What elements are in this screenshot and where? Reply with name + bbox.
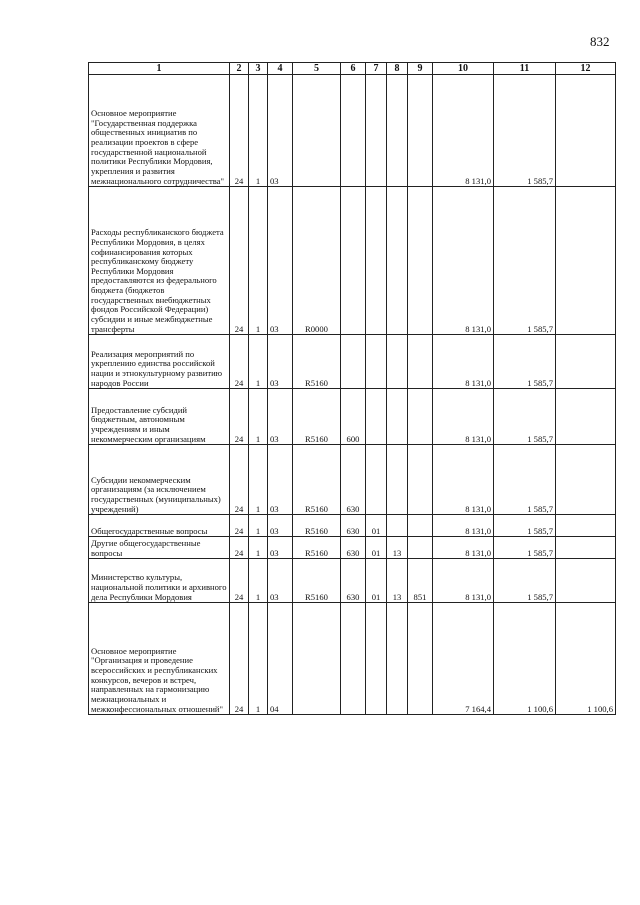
column-6-cell: 630 xyxy=(341,515,366,537)
column-11-cell: 1 585,7 xyxy=(494,559,556,603)
column-11-cell: 1 585,7 xyxy=(494,187,556,335)
column-7-cell xyxy=(366,603,387,715)
row-name-cell: Расходы республиканского бюджета Республики Мордовия, в целях софинансирования которых республиканскому бюджету Республики Мордовия предоставляются из федерального бюджета (бюджетов государственных внебюджетных фондов Российской Федерации) субсидии и иные межбюджетные трансферты xyxy=(89,187,230,335)
column-2-cell: 24 xyxy=(230,603,249,715)
column-header-10: 10 xyxy=(433,63,494,75)
column-6-cell: 630 xyxy=(341,537,366,559)
column-header-7: 7 xyxy=(366,63,387,75)
column-11-cell: 1 100,6 xyxy=(494,603,556,715)
column-11-cell: 1 585,7 xyxy=(494,515,556,537)
table-body xyxy=(89,75,616,715)
column-6-cell: 600 xyxy=(341,389,366,445)
column-8-cell xyxy=(387,603,408,715)
column-10-cell: 8 131,0 xyxy=(433,187,494,335)
column-4-cell: 03 xyxy=(268,537,293,559)
column-7-cell xyxy=(366,445,387,515)
column-2-cell: 24 xyxy=(230,445,249,515)
column-11-cell: 1 585,7 xyxy=(494,335,556,389)
header-row xyxy=(89,63,616,75)
column-4-cell: 03 xyxy=(268,335,293,389)
row-name-cell: Основное мероприятие "Государственная поддержка общественных инициатив по реализации проектов в сфере государственной национальной политики Республики Мордовия, укрепления и развития межнационального сотрудничества" xyxy=(89,75,230,187)
column-header-2: 2 xyxy=(230,63,249,75)
column-header-9: 9 xyxy=(408,63,433,75)
row-name-cell: Другие общегосударственные вопросы xyxy=(89,537,230,559)
column-3-cell: 1 xyxy=(249,445,268,515)
column-4-cell: 03 xyxy=(268,389,293,445)
column-2-cell: 24 xyxy=(230,187,249,335)
column-7-cell xyxy=(366,335,387,389)
row-name-cell: Министерство культуры, национальной политики и архивного дела Республики Мордовия xyxy=(89,559,230,603)
column-8-cell xyxy=(387,187,408,335)
column-3-cell: 1 xyxy=(249,187,268,335)
row-name-cell: Реализация мероприятий по укреплению единства российской нации и этнокультурному развитию народов России xyxy=(89,335,230,389)
column-5-cell: R5160 xyxy=(293,559,341,603)
column-5-cell: R5160 xyxy=(293,389,341,445)
table-row xyxy=(89,335,616,389)
column-2-cell: 24 xyxy=(230,537,249,559)
column-header-5: 5 xyxy=(293,63,341,75)
column-3-cell: 1 xyxy=(249,515,268,537)
column-10-cell: 8 131,0 xyxy=(433,559,494,603)
column-4-cell: 04 xyxy=(268,603,293,715)
table-row xyxy=(89,559,616,603)
column-8-cell xyxy=(387,389,408,445)
column-11-cell: 1 585,7 xyxy=(494,75,556,187)
column-11-cell: 1 585,7 xyxy=(494,537,556,559)
column-5-cell: R5160 xyxy=(293,537,341,559)
column-6-cell xyxy=(341,335,366,389)
column-12-cell xyxy=(556,389,616,445)
column-9-cell xyxy=(408,537,433,559)
column-5-cell: R5160 xyxy=(293,335,341,389)
column-2-cell: 24 xyxy=(230,559,249,603)
column-10-cell: 8 131,0 xyxy=(433,389,494,445)
column-5-cell: R0000 xyxy=(293,187,341,335)
column-12-cell xyxy=(556,515,616,537)
column-8-cell: 13 xyxy=(387,559,408,603)
column-2-cell: 24 xyxy=(230,75,249,187)
column-6-cell: 630 xyxy=(341,559,366,603)
column-3-cell: 1 xyxy=(249,537,268,559)
column-12-cell xyxy=(556,75,616,187)
column-4-cell: 03 xyxy=(268,187,293,335)
table-row xyxy=(89,537,616,559)
column-6-cell: 630 xyxy=(341,445,366,515)
table-row xyxy=(89,515,616,537)
column-header-3: 3 xyxy=(249,63,268,75)
column-header-1: 1 xyxy=(89,63,230,75)
column-5-cell xyxy=(293,603,341,715)
row-name-cell: Предоставление субсидий бюджетным, автономным учреждениям и иным некоммерческим организациям xyxy=(89,389,230,445)
column-header-11: 11 xyxy=(494,63,556,75)
column-10-cell: 8 131,0 xyxy=(433,335,494,389)
column-3-cell: 1 xyxy=(249,603,268,715)
column-8-cell xyxy=(387,75,408,187)
column-3-cell: 1 xyxy=(249,335,268,389)
column-10-cell: 7 164,4 xyxy=(433,603,494,715)
column-9-cell xyxy=(408,515,433,537)
column-12-cell xyxy=(556,559,616,603)
column-4-cell: 03 xyxy=(268,515,293,537)
column-7-cell: 01 xyxy=(366,537,387,559)
column-header-8: 8 xyxy=(387,63,408,75)
column-7-cell: 01 xyxy=(366,515,387,537)
column-2-cell: 24 xyxy=(230,335,249,389)
column-3-cell: 1 xyxy=(249,559,268,603)
column-9-cell xyxy=(408,187,433,335)
column-6-cell xyxy=(341,187,366,335)
column-7-cell: 01 xyxy=(366,559,387,603)
budget-table xyxy=(88,62,616,715)
column-header-4: 4 xyxy=(268,63,293,75)
column-9-cell xyxy=(408,75,433,187)
column-7-cell xyxy=(366,75,387,187)
column-10-cell: 8 131,0 xyxy=(433,75,494,187)
column-6-cell xyxy=(341,603,366,715)
column-4-cell: 03 xyxy=(268,559,293,603)
column-4-cell: 03 xyxy=(268,445,293,515)
table-row xyxy=(89,603,616,715)
column-3-cell: 1 xyxy=(249,75,268,187)
column-12-cell xyxy=(556,187,616,335)
column-9-cell xyxy=(408,603,433,715)
column-11-cell: 1 585,7 xyxy=(494,445,556,515)
column-4-cell: 03 xyxy=(268,75,293,187)
column-9-cell xyxy=(408,445,433,515)
table-row xyxy=(89,75,616,187)
column-2-cell: 24 xyxy=(230,515,249,537)
column-10-cell: 8 131,0 xyxy=(433,537,494,559)
column-12-cell xyxy=(556,537,616,559)
column-8-cell xyxy=(387,335,408,389)
column-9-cell xyxy=(408,335,433,389)
page-number: 832 xyxy=(590,34,610,49)
table-row xyxy=(89,187,616,335)
column-5-cell: R5160 xyxy=(293,445,341,515)
column-header-12: 12 xyxy=(556,63,616,75)
row-name-cell: Субсидии некоммерческим организациям (за исключением государственных (муниципальных) учреждений) xyxy=(89,445,230,515)
row-name-cell: Общегосударственные вопросы xyxy=(89,515,230,537)
column-7-cell xyxy=(366,187,387,335)
column-9-cell xyxy=(408,389,433,445)
column-8-cell xyxy=(387,445,408,515)
column-12-cell: 1 100,6 xyxy=(556,603,616,715)
column-header-6: 6 xyxy=(341,63,366,75)
row-name-cell: Основное мероприятие "Организация и проведение всероссийских и республиканских конкурсов, вечеров и встреч, направленных на гармонизацию межнациональных и межконфессиональных отношений" xyxy=(89,603,230,715)
column-7-cell xyxy=(366,389,387,445)
column-5-cell xyxy=(293,75,341,187)
column-8-cell xyxy=(387,515,408,537)
column-5-cell: R5160 xyxy=(293,515,341,537)
column-12-cell xyxy=(556,335,616,389)
column-8-cell: 13 xyxy=(387,537,408,559)
column-12-cell xyxy=(556,445,616,515)
column-10-cell: 8 131,0 xyxy=(433,445,494,515)
column-3-cell: 1 xyxy=(249,389,268,445)
column-10-cell: 8 131,0 xyxy=(433,515,494,537)
column-2-cell: 24 xyxy=(230,389,249,445)
table-row xyxy=(89,445,616,515)
column-11-cell: 1 585,7 xyxy=(494,389,556,445)
column-6-cell xyxy=(341,75,366,187)
column-9-cell: 851 xyxy=(408,559,433,603)
table-row xyxy=(89,389,616,445)
